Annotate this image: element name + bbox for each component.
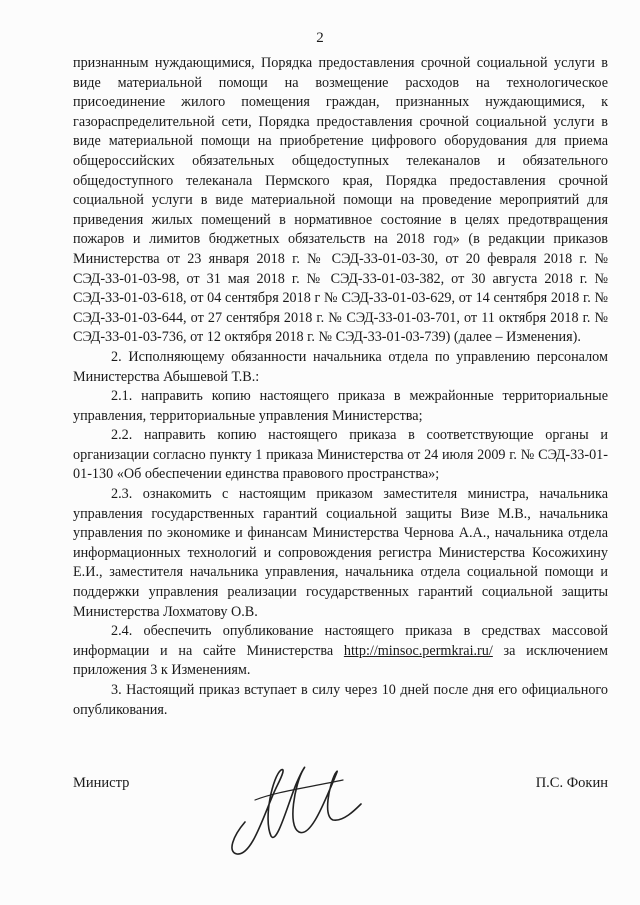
paragraph-continuation: признанным нуждающимися, Порядка предоставления срочной социальной услуги в виде материальной помощи на возмещение расходов на технологическое присоединение жилого помещения граждан, признанных нуждающимися, к газораспределительной сети, Порядка предоставления срочной социальной услуги в виде материальной помощи на приобретение цифрового оборудования для приема общероссийских обязательных общедоступных телеканалов и обязательного общедоступного телеканала Пермского края, Порядка предоставления срочной социальной услуги в виде материальной помощи на проведение мероприятий для приведения жилых помещений в нормативное состояние в целях предотвращения пожаров и лимитов бюджетных обязательств на 2018 год» (в редакции приказов Министерства от 23 января 2018 г. № СЭД-33-01-03-30, от 20 февраля 2018 г. № СЭД-33-01-03-98, от 31 мая 2018 г. № СЭД-33-01-03-382, от 30 августа 2018 г. № СЭД-33-01-03-618, от 04 сентября 2018 г № СЭД-33-01-03-629, от 14 сентября 2018 г. № СЭД-33-01-03-644, от 27 сентября 2018 г. № СЭД-33-01-03-701, от 11 октября 2018 г. № СЭД-33-01-03-736, от 12 октября 2018 г. № СЭД-33-01-03-739) (далее – Изменения). (73, 55, 608, 346)
paragraph-item-3: 3. Настоящий приказ вступает в силу через 10 дней после дня его официального опубликования. (73, 682, 608, 718)
signatory-position: Министр (73, 775, 130, 791)
signatory-name: П.С. Фокин (535, 775, 608, 791)
paragraph-item-2-2: 2.2. направить копию настоящего приказа в соответствующие органы и организации согласно пункту 1 приказа Министерства от 24 июля 2009 г. № СЭД-33-01-01-130 «Об обеспечении единства правового пространства»; (73, 427, 608, 483)
paragraph-item-2-4 (73, 622, 608, 681)
paragraph-item-2-1: 2.1. направить копию настоящего приказа в межрайонные территориальные управления, территориальные управления Министерства; (73, 388, 608, 424)
paragraph-item-2-3: 2.3. ознакомить с настоящим приказом заместителя министра, начальника управления государственных гарантий социальной защиты Визе М.В., начальника управления по экономике и финансам Министерства Чернова А.А., начальника отдела информационных технологий и сопровождения регистра Министерства Косожихину Е.И., заместителя начальника управления, начальника отдела социальной помощи и поддержки управления реализации государственных гарантий социальной защиты Министерства Лохматову О.В. (73, 486, 608, 620)
paragraph-item-2: 2. Исполняющему обязанности начальника отдела по управлению персоналом Министерства Абышевой Т.В.: (73, 348, 608, 385)
ministry-website-link[interactable]: http://minsoc.permkrai.ru/ (343, 642, 493, 659)
handwritten-signature (215, 740, 365, 860)
paragraph-item-2-4-text-after: за исключением приложения 3 к Изменениям. (73, 642, 608, 679)
page-number: 2 (316, 30, 324, 46)
paragraph-item-2-4-text-before: 2.4. обеспечить опубликование настоящего приказа в средствах массовой информации и на сайте Министерства (73, 623, 608, 659)
document-body (73, 54, 608, 720)
